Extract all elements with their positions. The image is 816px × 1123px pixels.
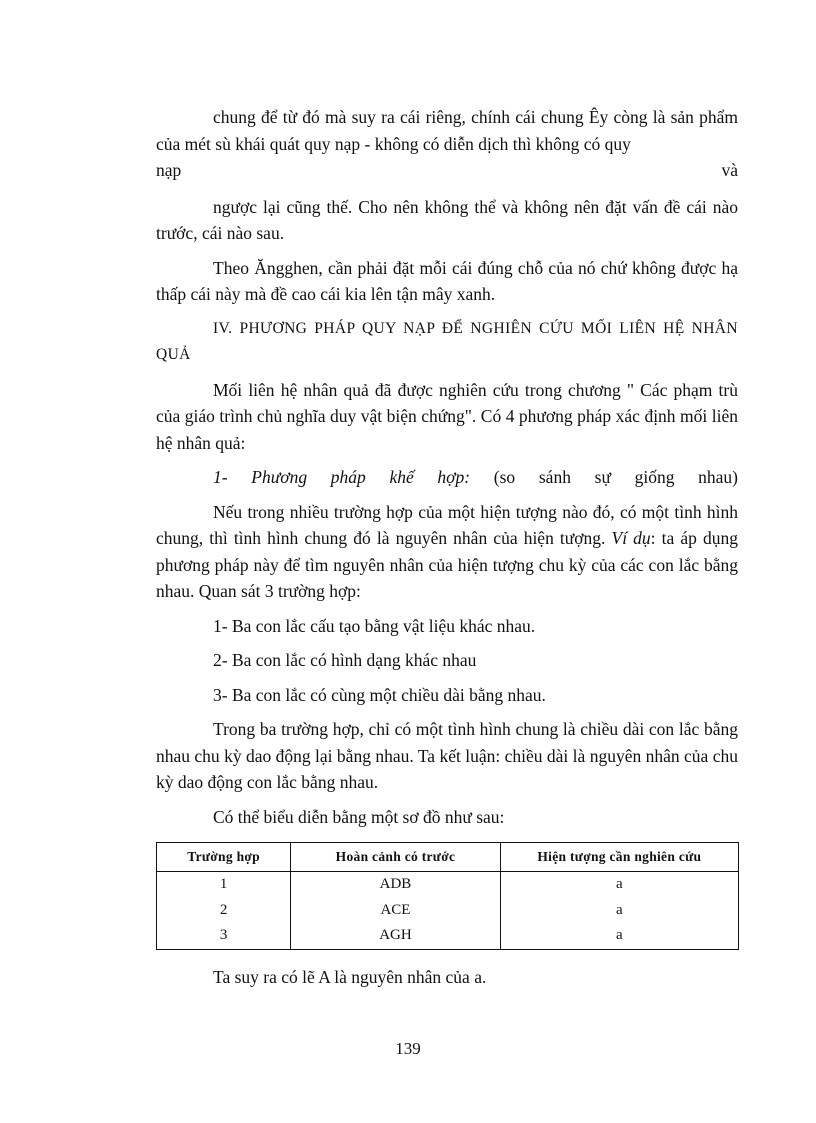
table-row <box>157 872 739 898</box>
paragraph-1-end <box>156 157 738 184</box>
table-cell: 3 <box>157 923 291 949</box>
paragraph-6: Trong ba trường hợp, chỉ có một tình hình chung là chiều dài con lắc bằng nhau chu kỳ dao động lại bằng nhau. Ta kết luận: chiều dài là nguyên nhân của chu kỳ dao động con lắc bằng nhau. <box>156 719 738 792</box>
paragraph-5-text-a: Nếu trong nhiều trường hợp của một hiện tượng nào đó, có một tình hình chung, thì tình hình chung đó là nguyên nhân của hiện tượng. <box>156 501 738 548</box>
list-item: 2- Ba con lắc có hình dạng khác nhau <box>213 650 477 670</box>
table-row <box>157 923 739 949</box>
method-title: 1- Phương pháp khế hợp: <box>213 467 471 487</box>
table-cell: a <box>500 872 738 898</box>
document-page <box>156 104 738 990</box>
paragraph-2: ngược lại cũng thế. Cho nên không thể và không nên đặt vấn đề cái nào trước, cái nào sau. <box>156 196 738 243</box>
table-cell: ACE <box>291 898 500 924</box>
table-cell: ADB <box>291 872 500 898</box>
method-heading <box>156 464 738 491</box>
paragraph-7: Có thể biểu diễn bằng một sơ đồ như sau: <box>213 806 505 827</box>
table-header-row <box>157 843 739 872</box>
paragraph-3: Theo Ăngghen, cần phải đặt mỗi cái đúng chỗ của nó chứ không được hạ thấp cái này mà đề cao cái kia lên tận mây xanh. <box>156 257 738 304</box>
paragraph-1-end-left: nạp <box>156 160 182 180</box>
list-item: 1- Ba con lắc cấu tạo bằng vật liệu khác nhau. <box>213 615 536 636</box>
paragraph-5 <box>156 499 738 605</box>
example-label: Ví dụ <box>611 528 651 548</box>
table-header-cell: Hiện tượng cần nghiên cứu <box>500 843 738 872</box>
table-cell: AGH <box>291 923 500 949</box>
table-cell: a <box>500 898 738 924</box>
section-heading: IV. PHƯƠNG PHÁP QUY NẠP ĐỂ NGHIÊN CỨU MỐI LIÊN HỆ NHÂN QUẢ <box>156 319 738 363</box>
table-header-cell: Hoàn cảnh có trước <box>291 843 500 872</box>
table-cell: 1 <box>157 872 291 898</box>
paragraph-5-text-b: : ta áp dụng phương pháp này để tìm nguyên nhân của hiện tượng chu kỳ của các con lắc bằng nhau. Quan sát 3 trường hợp: <box>156 528 738 601</box>
method-note: (so sánh sự giống nhau) <box>470 467 739 487</box>
list-item: 3- Ba con lắc có cùng một chiều dài bằng nhau. <box>213 684 546 705</box>
paragraph-1: chung để từ đó mà suy ra cái riêng, chính cái chung Êy còng là sản phẩm của mét sù khái quát quy nạp - không có diễn dịch thì không có quy <box>156 107 738 154</box>
table-cell: 2 <box>157 898 291 924</box>
paragraph-1-end-right: và <box>721 160 738 180</box>
table-cell: a <box>500 923 738 949</box>
table-row <box>157 898 739 924</box>
paragraph-8: Ta suy ra có lẽ A là nguyên nhân của a. <box>213 966 487 987</box>
paragraph-4: Mối liên hệ nhân quả đã được nghiên cứu trong chương " Các phạm trù của giáo trình chủ nghĩa duy vật biện chứng". Có 4 phương pháp xác định mối liên hệ nhân quả: <box>156 379 738 453</box>
cases-table <box>156 842 739 950</box>
table-header-cell: Trường hợp <box>157 843 291 872</box>
page-number: 139 <box>395 1039 421 1058</box>
